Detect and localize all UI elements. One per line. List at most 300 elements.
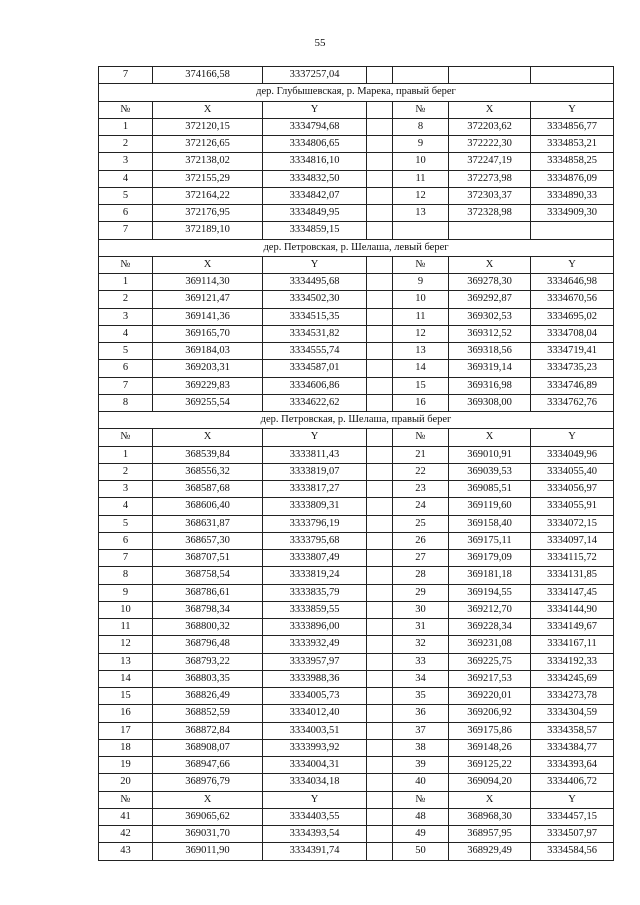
table-cell: 3334832,50 [263,170,367,187]
table-cell: 3334384,77 [531,739,614,756]
table-cell: 11 [393,308,449,325]
column-header: № [393,791,449,808]
table-cell: 368976,79 [153,774,263,791]
table-cell: 9 [393,274,449,291]
table-cell: 3334735,23 [531,360,614,377]
table-cell: 369031,70 [153,826,263,843]
table-row [99,343,614,360]
table-cell: 11 [393,170,449,187]
table-header-row [99,429,614,446]
column-header: Y [263,429,367,446]
column-header: X [449,256,531,273]
table-cell: 1 [99,118,153,135]
table-cell [367,670,393,687]
table-cell: 3334004,31 [263,757,367,774]
table-cell: 372273,98 [449,170,531,187]
column-header: № [393,429,449,446]
table-cell: 10 [393,153,449,170]
table-cell: 368587,68 [153,481,263,498]
column-header: X [153,429,263,446]
table-cell: 368631,87 [153,515,263,532]
table-cell: 369255,54 [153,394,263,411]
table-cell: 372176,95 [153,205,263,222]
table-cell: 8 [99,567,153,584]
table-cell: 37 [393,722,449,739]
table-row [99,325,614,342]
table-cell: 3334403,55 [263,808,367,825]
table-cell: 3333957,97 [263,653,367,670]
column-header: X [153,791,263,808]
table-row [99,481,614,498]
table-row [99,636,614,653]
table-cell: 19 [99,757,153,774]
table-cell: 3333932,49 [263,636,367,653]
table-cell [367,274,393,291]
table-cell: 369094,20 [449,774,531,791]
table-cell: 36 [393,705,449,722]
table-cell: 26 [393,532,449,549]
column-header: X [153,101,263,118]
table-header-row [99,101,614,118]
table-cell: 368796,48 [153,636,263,653]
table-cell: 369206,92 [449,705,531,722]
table-cell: 372247,19 [449,153,531,170]
table-row [99,498,614,515]
table-row [99,308,614,325]
table-cell: 9 [393,136,449,153]
table-cell: 24 [393,498,449,515]
table-cell: 372203,62 [449,118,531,135]
table-cell: 16 [99,705,153,722]
table-cell: 12 [393,187,449,204]
table-cell: 368929,49 [449,843,531,860]
table-cell: 3334853,21 [531,136,614,153]
table-row [99,291,614,308]
table-cell: 13 [393,205,449,222]
table-cell: 369175,11 [449,532,531,549]
table-cell: 3334859,15 [263,222,367,239]
table-cell [367,481,393,498]
table-cell: 30 [393,601,449,618]
table-cell [367,308,393,325]
table-cell: 1 [99,274,153,291]
table-cell: 3333809,31 [263,498,367,515]
table-cell [531,67,614,84]
table-cell: 3334273,78 [531,688,614,705]
column-header: № [99,429,153,446]
column-header: № [99,101,153,118]
table-row [99,222,614,239]
table-cell: 38 [393,739,449,756]
table-row [99,136,614,153]
table-cell [367,601,393,618]
table-row [99,826,614,843]
table-cell: 3334115,72 [531,550,614,567]
table-cell: 368786,61 [153,584,263,601]
table-cell: 3334457,15 [531,808,614,825]
table-cell: 369316,98 [449,377,531,394]
table-cell: 3333819,24 [263,567,367,584]
column-header [367,429,393,446]
table-cell: 368852,59 [153,705,263,722]
table-cell: 369231,08 [449,636,531,653]
table-cell: 369179,09 [449,550,531,567]
table-cell [449,222,531,239]
table-cell: 3334034,18 [263,774,367,791]
table-cell: 3333819,07 [263,463,367,480]
table-cell: 3334495,68 [263,274,367,291]
column-header: Y [531,791,614,808]
table-cell: 368798,34 [153,601,263,618]
section-title-row [99,239,614,256]
table-cell: 3334695,02 [531,308,614,325]
table-cell: 372189,10 [153,222,263,239]
table-cell: 369194,55 [449,584,531,601]
table-cell: 368800,32 [153,619,263,636]
table-cell: 369203,31 [153,360,263,377]
table-cell: 50 [393,843,449,860]
table-row [99,567,614,584]
column-header [367,101,393,118]
table-cell: 17 [99,722,153,739]
table-cell: 3334584,56 [531,843,614,860]
table-cell: 41 [99,808,153,825]
table-cell: 5 [99,515,153,532]
table-cell: 3333811,43 [263,446,367,463]
table-cell: 7 [99,550,153,567]
table-cell [367,153,393,170]
table-cell: 3334587,01 [263,360,367,377]
section-title: дер. Петровская, р. Шелаша, левый берег [99,239,614,256]
table-cell: 369158,40 [449,515,531,532]
table-cell: 3334005,73 [263,688,367,705]
table-cell [367,705,393,722]
table-row [99,153,614,170]
table-cell [367,567,393,584]
table-cell: 369319,14 [449,360,531,377]
table-cell: 3334876,09 [531,170,614,187]
table-row [99,170,614,187]
table-row [99,774,614,791]
table-cell: 7 [99,222,153,239]
table-cell: 3334149,67 [531,619,614,636]
column-header [367,791,393,808]
table-cell: 5 [99,187,153,204]
page-number: 55 [314,37,326,49]
table-cell: 11 [99,619,153,636]
table-cell: 3334806,65 [263,136,367,153]
table-cell: 3334816,10 [263,153,367,170]
table-cell: 3334056,97 [531,481,614,498]
table-cell: 14 [99,670,153,687]
table-cell: 10 [99,601,153,618]
table-cell [367,532,393,549]
table-cell: 372303,37 [449,187,531,204]
table-cell: 6 [99,205,153,222]
table-cell: 368947,66 [153,757,263,774]
table-cell: 3334708,04 [531,325,614,342]
table-cell: 6 [99,360,153,377]
table-cell: 3333988,36 [263,670,367,687]
table-cell: 368606,40 [153,498,263,515]
table-cell: 3334406,72 [531,774,614,791]
table-cell: 3333859,55 [263,601,367,618]
table-cell: 369175,86 [449,722,531,739]
table-cell: 369225,75 [449,653,531,670]
table-cell: 3334167,11 [531,636,614,653]
table-cell: 374166,58 [153,67,263,84]
table-cell: 12 [99,636,153,653]
table-cell: 8 [99,394,153,411]
table-cell [367,343,393,360]
table-cell: 369010,91 [449,446,531,463]
table-cell: 3333835,79 [263,584,367,601]
table-cell: 3333807,49 [263,550,367,567]
table-row [99,67,614,84]
table-cell: 22 [393,463,449,480]
table-row [99,653,614,670]
section-title: дер. Петровская, р. Шелаша, правый берег [99,412,614,429]
column-header: X [153,256,263,273]
table-cell: 7 [99,377,153,394]
table-cell: 4 [99,498,153,515]
table-cell [393,222,449,239]
table-cell: 369121,47 [153,291,263,308]
table-row [99,739,614,756]
table-cell: 3334856,77 [531,118,614,135]
column-header: № [393,256,449,273]
table-row [99,187,614,204]
table-row [99,808,614,825]
table-row [99,360,614,377]
table-cell: 3334890,33 [531,187,614,204]
table-cell: 3334606,86 [263,377,367,394]
table-cell: 3334147,45 [531,584,614,601]
table-cell: 3333795,68 [263,532,367,549]
table-cell: 3334358,57 [531,722,614,739]
table-cell: 5 [99,343,153,360]
table-cell: 368707,51 [153,550,263,567]
table-cell: 3334393,64 [531,757,614,774]
section-title: дер. Глубышевская, р. Марека, правый берег [99,84,614,101]
table-cell [367,118,393,135]
table-cell: 372164,22 [153,187,263,204]
column-header: X [449,101,531,118]
table-cell: 368539,84 [153,446,263,463]
table-row [99,274,614,291]
table-cell: 31 [393,619,449,636]
table-cell: 3 [99,153,153,170]
table-cell: 9 [99,584,153,601]
table-cell: 42 [99,826,153,843]
table-cell [367,843,393,860]
table-cell: 3 [99,481,153,498]
table-cell [367,394,393,411]
table-cell: 372155,29 [153,170,263,187]
table-cell: 15 [99,688,153,705]
table-cell: 1 [99,446,153,463]
table-cell: 39 [393,757,449,774]
table-row [99,394,614,411]
table-cell: 369011,90 [153,843,263,860]
table-cell: 3334049,96 [531,446,614,463]
table-cell: 3333993,92 [263,739,367,756]
table-cell: 369085,51 [449,481,531,498]
table-cell: 4 [99,325,153,342]
table-cell: 4 [99,170,153,187]
table-cell: 7 [99,67,153,84]
column-header: № [99,256,153,273]
table-cell [367,722,393,739]
table-cell: 3334304,59 [531,705,614,722]
table-cell: 3334192,33 [531,653,614,670]
table-cell: 369184,03 [153,343,263,360]
table-cell [367,636,393,653]
table-cell: 369065,62 [153,808,263,825]
table-row [99,463,614,480]
table-row [99,377,614,394]
table-cell: 3333796,19 [263,515,367,532]
column-header: Y [263,256,367,273]
column-header: Y [531,429,614,446]
table-row [99,515,614,532]
table-cell: 2 [99,136,153,153]
table-cell: 40 [393,774,449,791]
table-cell: 16 [393,394,449,411]
table-cell [531,222,614,239]
table-cell: 372126,65 [153,136,263,153]
table-cell: 25 [393,515,449,532]
table-cell: 3334746,89 [531,377,614,394]
table-cell: 372138,02 [153,153,263,170]
table-cell [367,170,393,187]
table-cell: 3334531,82 [263,325,367,342]
table-header-row [99,791,614,808]
table-cell: 3334719,41 [531,343,614,360]
table-cell: 369220,01 [449,688,531,705]
table-cell: 48 [393,808,449,825]
table-cell: 3334097,14 [531,532,614,549]
table-cell: 369148,26 [449,739,531,756]
table-cell: 21 [393,446,449,463]
table-cell: 3334622,62 [263,394,367,411]
table-cell: 3334245,69 [531,670,614,687]
column-header [367,256,393,273]
table-cell: 369141,36 [153,308,263,325]
table-cell: 368908,07 [153,739,263,756]
table-row [99,688,614,705]
table-cell: 29 [393,584,449,601]
table-cell: 34 [393,670,449,687]
table-cell: 369125,22 [449,757,531,774]
table-cell [367,377,393,394]
table-row [99,670,614,687]
table-cell: 369312,52 [449,325,531,342]
table-cell: 18 [99,739,153,756]
table-cell: 3334012,40 [263,705,367,722]
table-cell [367,774,393,791]
table-cell [367,325,393,342]
table-cell: 3333817,27 [263,481,367,498]
table-cell: 6 [99,532,153,549]
table-cell: 372328,98 [449,205,531,222]
table-row [99,446,614,463]
table-cell: 23 [393,481,449,498]
table-cell: 27 [393,550,449,567]
table-cell: 3334858,25 [531,153,614,170]
section-title-row [99,84,614,101]
table-cell: 49 [393,826,449,843]
table-cell [367,550,393,567]
table-cell: 3334391,74 [263,843,367,860]
table-row [99,205,614,222]
table-cell: 369229,83 [153,377,263,394]
table-cell: 3334849,95 [263,205,367,222]
table-cell: 368758,54 [153,567,263,584]
table-cell: 369039,53 [449,463,531,480]
table-cell [367,739,393,756]
table-cell [367,498,393,515]
table-cell: 369302,53 [449,308,531,325]
column-header: Y [531,101,614,118]
table-cell: 3334502,30 [263,291,367,308]
table-cell [367,360,393,377]
table-cell [367,291,393,308]
table-cell: 14 [393,360,449,377]
table-cell: 3334646,98 [531,274,614,291]
table-cell: 3334393,54 [263,826,367,843]
table-cell [367,136,393,153]
table-cell: 368793,22 [153,653,263,670]
table-cell: 13 [99,653,153,670]
table-cell: 35 [393,688,449,705]
table-header-row [99,256,614,273]
table-row [99,705,614,722]
table-cell [367,653,393,670]
table-cell: 33 [393,653,449,670]
table-cell: 369119,60 [449,498,531,515]
table-cell: 32 [393,636,449,653]
table-row [99,757,614,774]
table-cell [367,826,393,843]
table-cell: 368556,32 [153,463,263,480]
table-cell: 3334144,90 [531,601,614,618]
column-header: № [99,791,153,808]
table-cell: 372120,15 [153,118,263,135]
table-cell [367,67,393,84]
table-cell: 369114,30 [153,274,263,291]
table-cell [367,619,393,636]
column-header: X [449,429,531,446]
table-cell [367,584,393,601]
column-header: Y [263,791,367,808]
column-header: Y [263,101,367,118]
table-cell: 3334055,40 [531,463,614,480]
column-header: № [393,101,449,118]
table-cell: 368826,49 [153,688,263,705]
column-header: X [449,791,531,808]
table-cell: 369292,87 [449,291,531,308]
table-cell: 3334131,85 [531,567,614,584]
table-cell: 3334794,68 [263,118,367,135]
table-cell: 43 [99,843,153,860]
table-cell: 3334515,35 [263,308,367,325]
table-cell: 369217,53 [449,670,531,687]
table-cell: 20 [99,774,153,791]
table-row [99,584,614,601]
table-row [99,532,614,549]
table-cell: 15 [393,377,449,394]
